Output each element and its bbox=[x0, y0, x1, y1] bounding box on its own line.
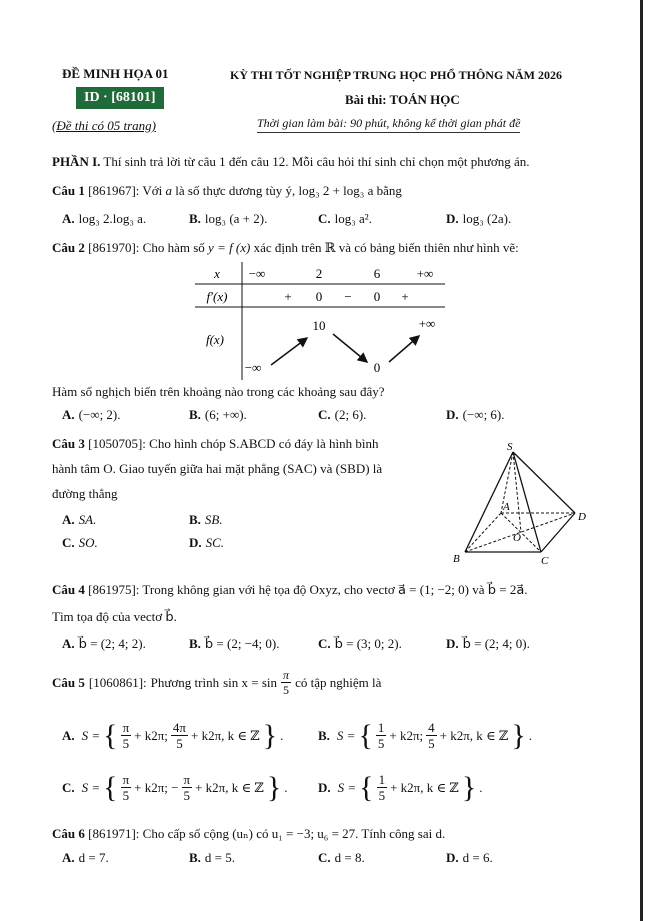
exam-title: KỲ THI TỐT NGHIỆP TRUNG HỌC PHỔ THÔNG NĂM 2026 bbox=[230, 68, 562, 82]
fraction-denominator: 5 bbox=[377, 736, 385, 751]
question-3 bbox=[52, 436, 378, 452]
part-label: PHẦN I. bbox=[52, 154, 101, 169]
vertex-label: B bbox=[453, 553, 460, 565]
question-expr: sin x = sin bbox=[223, 674, 278, 690]
option-key: D. bbox=[446, 636, 459, 651]
question-id: [861971]: bbox=[88, 826, 140, 841]
f-value: −∞ bbox=[244, 360, 262, 375]
question-2 bbox=[52, 240, 519, 256]
option-value: b⃗ = (3; 0; 2). bbox=[334, 636, 402, 651]
fraction-denominator: 5 bbox=[122, 788, 130, 803]
option-key: A. bbox=[62, 727, 75, 743]
set-prefix: S = bbox=[336, 727, 356, 743]
fraction-numerator: π bbox=[122, 772, 130, 787]
question-id: [861967]: bbox=[88, 183, 140, 198]
option-6c[interactable] bbox=[318, 850, 365, 866]
question-var: a bbox=[165, 183, 173, 198]
fraction-numerator: π bbox=[283, 668, 290, 682]
f-value: 0 bbox=[373, 360, 381, 375]
question-text: bằng bbox=[376, 183, 402, 198]
option-key: B. bbox=[189, 211, 201, 226]
fraction-numerator: 4 bbox=[428, 720, 435, 735]
fraction-numerator: 1 bbox=[378, 772, 386, 787]
option-key: B. bbox=[189, 512, 201, 527]
option-key: C. bbox=[318, 636, 331, 651]
option-1b[interactable] bbox=[189, 211, 267, 227]
option-key: D. bbox=[446, 850, 459, 865]
option-1c[interactable] bbox=[318, 211, 372, 227]
question-expr: y = f (x) bbox=[208, 240, 251, 255]
question-text: Cho hình chóp S.ABCD có đáy là hình bình bbox=[149, 436, 379, 451]
option-value: b⃗ = (2; 4; 2). bbox=[78, 636, 146, 651]
part-heading bbox=[52, 154, 529, 170]
option-key: B. bbox=[189, 407, 201, 422]
option-value: (2; 6). bbox=[334, 407, 367, 422]
option-value: (6; +∞). bbox=[204, 407, 247, 422]
question-text: Trong không gian với hệ tọa độ Oxyz, cho vectơ a⃗ = (1; −2; 0) và b⃗ = 2a⃗. bbox=[142, 582, 528, 597]
fraction bbox=[121, 772, 132, 803]
question-label: Câu 5 bbox=[52, 674, 85, 690]
option-4d[interactable] bbox=[446, 636, 530, 652]
option-key: D. bbox=[446, 211, 459, 226]
vertex-label: S bbox=[507, 441, 513, 453]
part-instructions: Thí sinh trả lời từ câu 1 đến câu 12. Mỗi câu hỏi thí sinh chỉ chọn một phương án. bbox=[103, 154, 530, 169]
question-label: Câu 4 bbox=[52, 582, 85, 597]
variation-table bbox=[195, 262, 445, 380]
option-6a[interactable] bbox=[62, 850, 109, 866]
fraction-numerator: 4π bbox=[172, 720, 186, 735]
fraction-numerator: 1 bbox=[377, 720, 385, 735]
option-1a[interactable] bbox=[62, 211, 146, 227]
option-value: d = 8. bbox=[334, 850, 365, 865]
sign: + bbox=[401, 289, 409, 304]
fraction bbox=[426, 720, 437, 751]
set-middle: + k2π; bbox=[134, 727, 168, 743]
sign: 0 bbox=[373, 289, 381, 304]
right-brace: } bbox=[511, 718, 526, 752]
question-expr: log₃ 2 + log₃ a bbox=[298, 183, 374, 198]
fraction bbox=[377, 772, 388, 803]
option-value: d = 5. bbox=[204, 850, 236, 865]
option-4b[interactable] bbox=[189, 636, 279, 652]
decrease-arrow bbox=[333, 334, 367, 362]
question-text: có tập nghiệm là bbox=[295, 674, 382, 690]
option-value: SO. bbox=[78, 535, 98, 550]
x-value: +∞ bbox=[416, 266, 434, 281]
question-id: [1060861]: bbox=[88, 674, 147, 690]
option-value: log₃ (2a). bbox=[462, 211, 512, 226]
vertex-label: C bbox=[541, 555, 549, 567]
question-text: Cho cấp số cộng (uₙ) có u₁ = −3; u₆ = 27. Tính công sai d. bbox=[142, 826, 446, 841]
right-brace: } bbox=[461, 770, 477, 804]
question-label: Câu 6 bbox=[52, 826, 85, 841]
left-brace: { bbox=[359, 770, 374, 804]
question-label: Câu 2 bbox=[52, 240, 85, 255]
question-text: Với bbox=[142, 183, 163, 198]
option-5b[interactable]: B. S = { $\frac{1}{5}$ + k2π; $\frac{4}{5}$ + k2π, k ∈ ℤ } . bbox=[318, 718, 533, 752]
increase-arrow bbox=[389, 336, 419, 362]
option-key: D. bbox=[189, 535, 202, 550]
set-prefix: S = bbox=[81, 727, 101, 743]
fraction-denominator: 5 bbox=[283, 683, 290, 697]
row-x-label: x bbox=[214, 266, 220, 281]
option-key: A. bbox=[62, 211, 75, 226]
option-value: b⃗ = (2; −4; 0). bbox=[204, 636, 280, 651]
question-text: Cho hàm số bbox=[142, 240, 205, 255]
option-value: d = 6. bbox=[462, 850, 493, 865]
set-middle: + k2π; bbox=[389, 727, 424, 743]
option-value: (−∞; 2). bbox=[78, 407, 121, 422]
f-value: 10 bbox=[312, 318, 326, 333]
question-5 bbox=[52, 668, 381, 697]
question-id: [861975]: bbox=[88, 582, 140, 597]
question-label: Câu 3 bbox=[52, 436, 85, 451]
set-prefix: S = bbox=[337, 779, 357, 795]
option-key: A. bbox=[62, 636, 75, 651]
left-brace: { bbox=[358, 718, 373, 752]
sign: + bbox=[284, 289, 292, 304]
option-key: C. bbox=[318, 850, 331, 865]
question-3-line3: đường thẳng bbox=[52, 486, 118, 501]
row-f-label: f(x) bbox=[205, 332, 225, 347]
option-key: A. bbox=[62, 512, 75, 527]
subject-label: Bài thi: TOÁN HỌC bbox=[345, 92, 460, 107]
edge-AB bbox=[465, 513, 501, 552]
option-3d[interactable] bbox=[189, 535, 224, 551]
option-2d[interactable] bbox=[446, 407, 505, 423]
id-badge: ID · [68101] bbox=[76, 87, 164, 109]
option-2b[interactable] bbox=[189, 407, 247, 423]
option-value: SC. bbox=[205, 535, 225, 550]
option-6d[interactable] bbox=[446, 850, 493, 866]
set-tail: + k2π, k ∈ ℤ bbox=[195, 779, 264, 795]
option-value: d = 7. bbox=[78, 850, 109, 865]
option-5c[interactable]: C. S = { $\frac{\pi}{5}$ + k2π; − $\frac{\pi}{5}$ + k2π, k ∈ ℤ } . bbox=[62, 770, 288, 804]
option-value: b⃗ = (2; 4; 0). bbox=[462, 636, 530, 651]
vertex-label: O bbox=[513, 532, 521, 544]
fraction-denominator: 5 bbox=[378, 788, 386, 803]
question-6 bbox=[52, 826, 445, 842]
question-text: là số thực dương tùy ý, bbox=[175, 183, 296, 198]
sign: − bbox=[344, 289, 352, 304]
pages-note: (Đề thi có 05 trang) bbox=[52, 118, 156, 133]
pyramid-figure bbox=[445, 440, 595, 570]
option-1d[interactable] bbox=[446, 211, 511, 227]
option-5d[interactable]: D. S = { $\frac{1}{5}$ + k2π, k ∈ ℤ } . bbox=[318, 770, 483, 804]
option-key: B. bbox=[189, 850, 201, 865]
option-4a[interactable] bbox=[62, 636, 146, 652]
set-tail: + k2π, k ∈ ℤ bbox=[439, 727, 509, 743]
option-value: SA. bbox=[78, 512, 97, 527]
question-text: xác định trên ℝ và có bảng biến thiên như hình vẽ: bbox=[253, 240, 519, 255]
question-label: Câu 1 bbox=[52, 183, 85, 198]
fraction bbox=[182, 772, 193, 803]
option-key: D. bbox=[318, 779, 331, 795]
left-brace: { bbox=[103, 770, 118, 804]
fraction-denominator: 5 bbox=[183, 788, 191, 803]
option-value: (−∞; 6). bbox=[462, 407, 505, 422]
option-5a[interactable]: A. S = { $\frac{\pi}{5}$ + k2π; $\frac{4\pi}{5}$ + k2π, k ∈ ℤ } . bbox=[62, 718, 284, 752]
fraction-denominator: 5 bbox=[176, 736, 183, 751]
option-value: log₃ a². bbox=[334, 211, 372, 226]
question-2-prompt: Hàm số nghịch biến trên khoảng nào trong các khoảng sau đây? bbox=[52, 384, 385, 399]
set-tail: + k2π, k ∈ ℤ bbox=[191, 727, 260, 743]
left-brace: { bbox=[103, 718, 118, 752]
fraction bbox=[121, 720, 132, 751]
row-fprime-label: f′(x) bbox=[206, 289, 228, 304]
question-4 bbox=[52, 582, 528, 598]
option-2a[interactable] bbox=[62, 407, 121, 423]
fraction bbox=[171, 720, 188, 751]
option-4c[interactable] bbox=[318, 636, 402, 652]
option-2c[interactable] bbox=[318, 407, 366, 423]
question-id: [1050705]: bbox=[88, 436, 146, 451]
right-brace: } bbox=[266, 770, 282, 804]
question-4-line2: Tìm tọa độ của vectơ b⃗. bbox=[52, 609, 177, 624]
question-1 bbox=[52, 183, 402, 199]
vertex-label: D bbox=[578, 511, 586, 523]
edge-CD bbox=[541, 513, 575, 552]
x-value: 2 bbox=[315, 266, 323, 281]
option-key: A. bbox=[62, 407, 75, 422]
option-value: log₃ (a + 2). bbox=[204, 211, 268, 226]
set-middle: + k2π; − bbox=[134, 779, 179, 795]
fraction bbox=[281, 668, 291, 697]
option-key: C. bbox=[318, 211, 331, 226]
set-prefix: S = bbox=[81, 779, 101, 795]
fraction-denominator: 5 bbox=[428, 736, 435, 751]
option-value: log₃ 2.log₃ a. bbox=[78, 211, 147, 226]
question-3-line2: hành tâm O. Giao tuyến giữa hai mặt phẳng (SAC) và (SBD) là bbox=[52, 461, 383, 476]
fraction-numerator: π bbox=[183, 772, 191, 787]
option-3a[interactable] bbox=[62, 512, 96, 528]
edge-SD bbox=[513, 452, 575, 513]
f-value: +∞ bbox=[418, 316, 436, 331]
option-key: C. bbox=[62, 779, 75, 795]
option-6b[interactable] bbox=[189, 850, 235, 866]
x-value: −∞ bbox=[248, 266, 266, 281]
option-3b[interactable] bbox=[189, 512, 223, 528]
option-key: B. bbox=[318, 727, 330, 743]
exam-code-title: ĐỀ MINH HỌA 01 bbox=[62, 66, 169, 81]
x-value: 6 bbox=[373, 266, 381, 281]
vertex-label: A bbox=[503, 501, 510, 513]
option-key: D. bbox=[446, 407, 459, 422]
option-key: C. bbox=[62, 535, 75, 550]
option-key: B. bbox=[189, 636, 201, 651]
sign: 0 bbox=[315, 289, 323, 304]
option-key: C. bbox=[318, 407, 331, 422]
fraction-denominator: 5 bbox=[122, 736, 130, 751]
set-tail: + k2π, k ∈ ℤ bbox=[390, 779, 459, 795]
fraction bbox=[376, 720, 387, 751]
right-brace: } bbox=[262, 718, 278, 752]
fraction-numerator: π bbox=[122, 720, 130, 735]
option-3c[interactable] bbox=[62, 535, 98, 551]
question-id: [861970]: bbox=[88, 240, 140, 255]
option-value: SB. bbox=[204, 512, 223, 527]
time-note: Thời gian làm bài: 90 phút, không kể thời gian phát đề bbox=[257, 116, 520, 133]
question-text: Phương trình bbox=[150, 674, 220, 690]
option-key: A. bbox=[62, 850, 75, 865]
increase-arrow bbox=[271, 338, 307, 365]
